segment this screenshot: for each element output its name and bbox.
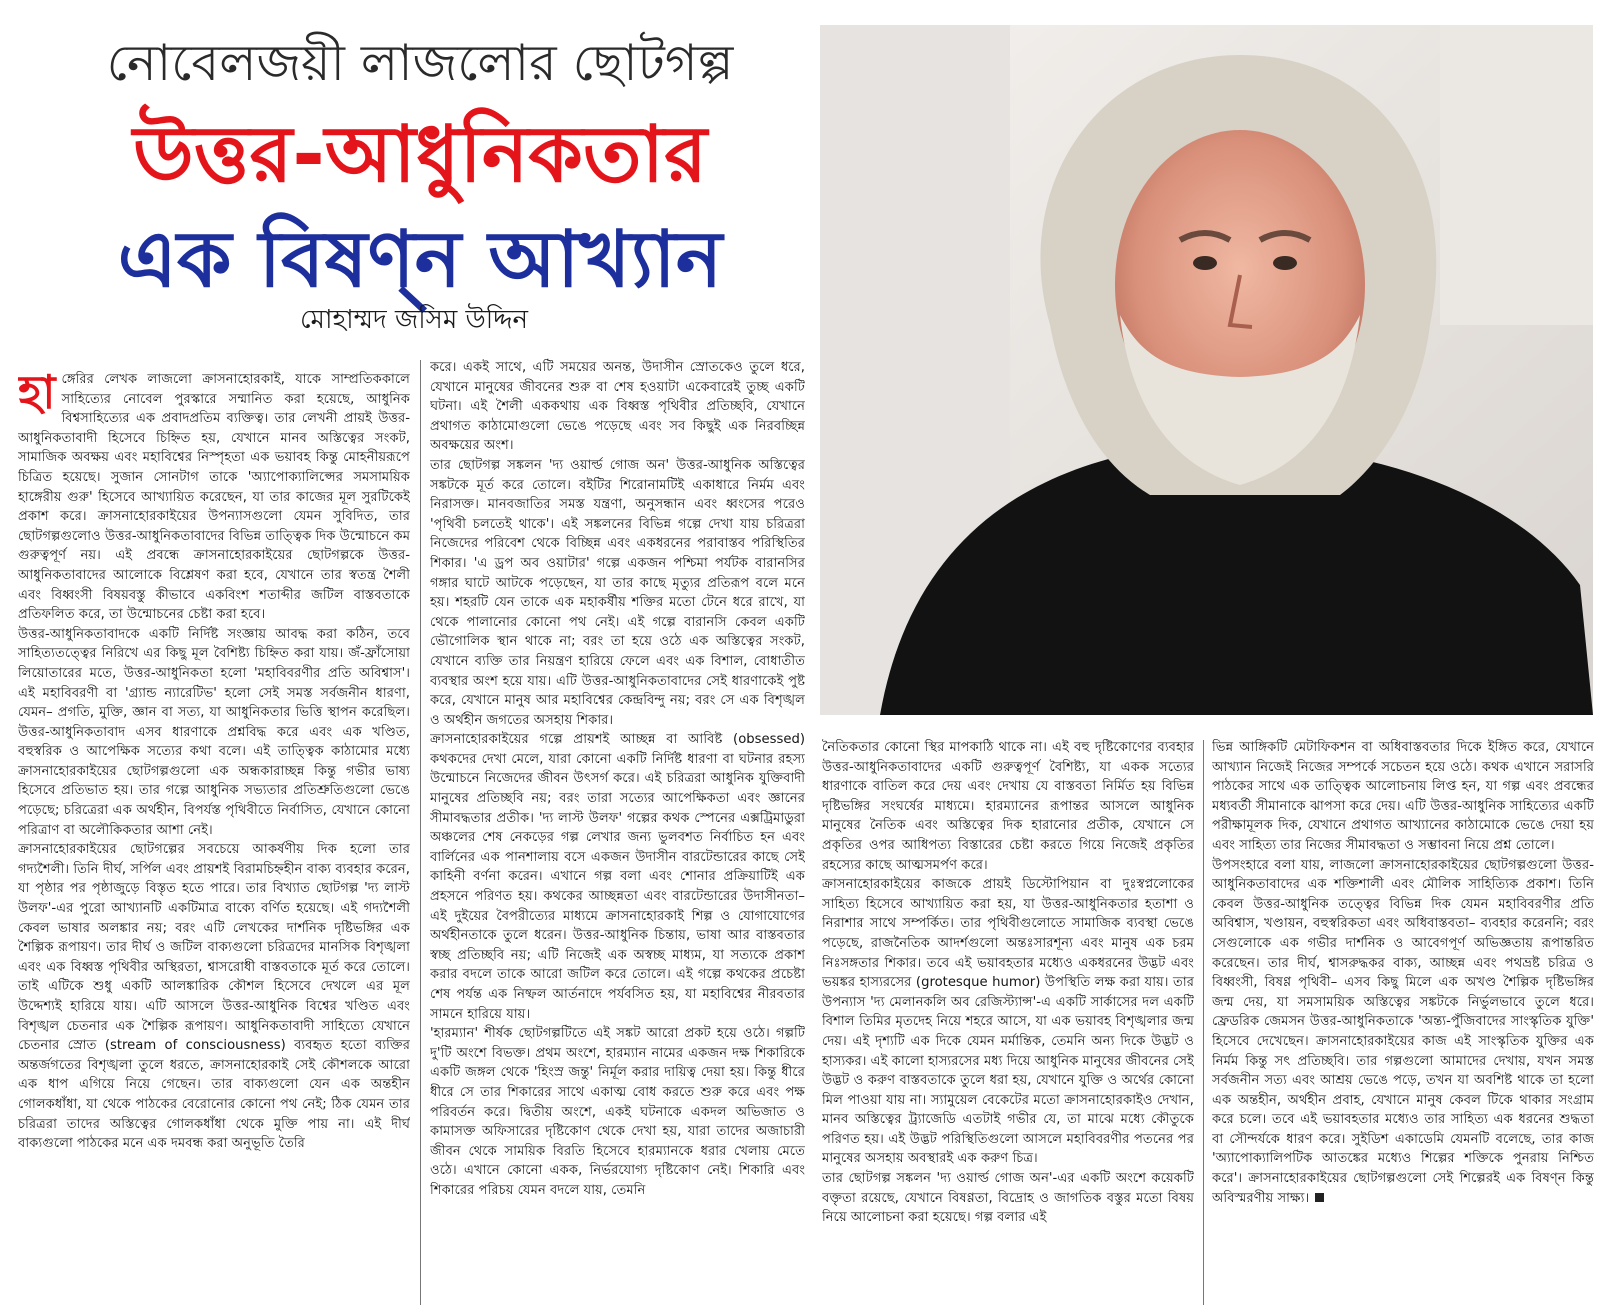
column-4-para-1: ভিন্ন আঙ্গিকটি মেটাফিকশন বা অধিবাস্তবতার দিকে ইঙ্গিত করে, যেখানে আখ্যান নিজেই নিজের সম্পর্কে সচেতন হয়ে ওঠে। কথক এখানে সরাসরি পাঠকের সাথে এক তাত্ত্বিক আলোচনায় লিপ্ত হন, যা গল্প এবং প্রবন্ধের মধ্যবর্তী সীমানাকে ঝাপসা করে দেয়। এটি উত্তর-আধুনিক সাহিত্যের একটি পরীক্ষামূলক দিক, যেখানে প্রথাগত আখ্যানের কাঠামোকে ভেঙে দেয়া হয় এবং সাহিত্য তার নিজের সীমাবদ্ধতা ও সম্ভাবনা নিয়ে প্রশ্ন তোলে। [1212, 740, 1594, 853]
column-3-para-3: তার ছোটগল্প সঙ্কলন 'দ্য ওয়ার্ল্ড গোজ অন'-এর একটি অংশে কয়েকটি বক্তৃতা রয়েছে, যেখানে বিষণ্ণতা, বিদ্রোহ ও জাগতিক বস্তুর মতো বিষয় নিয়ে আলোচনা করা হয়েছে। গল্প বলার এই [822, 1171, 1194, 1226]
column-1-text-1: ঙ্গেরির লেখক লাজলো ক্রাসনাহোরকাই, যাকে সাম্প্রতিককালে সাহিত্যের নোবেল পুরস্কারে সম্মানিত করা হয়েছে, আধুনিক বিশ্বসাহিত্যের এক প্রবাদপ্রতিম ব্যক্তিত্ব। তার লেখনী প্রায়ই উত্তর-আধুনিকতাবাদী হিসেবে চিহ্নিত হয়, যেখানে মানব অস্তিত্বের সংকট, সামাজিক অবক্ষয় এবং মহাবিশ্বের নিস্পৃহতা এক ভয়াবহ কিন্তু মোহনীয়রূপে চিত্রিত হয়েছে। সুজান সোনটাগ তাকে 'অ্যাপোক্যালিপ্সের সমসাময়িক হাঙ্গেরীয় গুরু' হিসেবে আখ্যায়িত করেছেন, যা তার কাজের মূল সুরটিকেই প্রকাশ করে। ক্রাসনাহোরকাইয়ের উপন্যাসগুলো যেমন সুবিদিত, তার ছোটগল্পগুলোও উত্তর-আধুনিকতাবাদের বিভিন্ন তাত্ত্বিক দিক উন্মোচনে কম গুরুত্বপূর্ণ নয়। এই প্রবন্ধে ক্রাসনাহোরকাইয়ের ছোটগল্পকে উত্তর-আধুনিকতাবাদের আলোকে বিশ্লেষণ করা হবে, যেখানে তার স্বতন্ত্র শৈলী এবং বিধ্বংসী বিষয়বস্তু কীভাবে একবিংশ শতাব্দীর জটিল বাস্তবতাকে প্রতিফলিত করে, তা উন্মোচনের চেষ্টা করা হবে। [18, 372, 410, 623]
column-divider-2 [1203, 740, 1204, 1305]
kicker: নোবেলজয়ী লাজলোর ছোটগল্প [106, 34, 734, 92]
column-3-para-2: ক্রাসনাহোরকাইয়ের কাজকে প্রায়ই ডিস্টোপিয়ান বা দুঃস্বপ্নলোকের সাহিত্য হিসেবে আখ্যায়িত করা হয়, যা উত্তর-আধুনিকতার হতাশা ও নিরাশার সাথে সম্পর্কিত। তার পৃথিবীগুলোতে সামাজিক ব্যবস্থা ভেঙে পড়েছে, রাজনৈতিক আদর্শগুলো অন্তঃসারশূন্য এবং মানুষ এক চরম নিঃসঙ্গতার শিকার। তবে এই ভয়াবহতার মধ্যেও একধরনের উদ্ভট এবং ভয়ঙ্কর হাস্যরসের (grotesque humor) উপস্থিতি লক্ষ করা যায়। তার উপন্যাস 'দ্য মেলানকলি অব রেজিস্ট্যান্স'-এ একটি সার্কাসের দল একটি বিশাল তিমির মৃতদেহ নিয়ে শহরে আসে, যা এক ভয়াবহ বিশৃঙ্খলার জন্ম দেয়। এই দৃশ্যটি এক দিকে যেমন মর্মান্তিক, তেমনি অন্য দিকে উদ্ভট ও হাস্যকর। এই কালো হাস্যরসের মধ্য দিয়ে আধুনিক মানুষের জীবনের সেই উদ্ভট ও করুণ বাস্তবতাকে তুলে ধরা হয়, যেখানে যুক্তি ও অর্থের কোনো মিল পাওয়া যায় না। স্যামুয়েল বেকেটের মতো ক্রাসনাহোরকাইও দেখান, মানব অস্তিত্বের ট্র্যাজেডি এতটাই গভীর যে, তা মাঝে মধ্যে কৌতুকে পরিণত হয়। এই উদ্ভট পরিস্থিতিগুলো আসলে মহাবিবরণীর পতনের পর মানুষের অসহায় অবস্থারই এক করুণ চিত্র। [822, 877, 1194, 1167]
column-3-para-1: নৈতিকতার কোনো স্থির মাপকাঠি থাকে না। এই বহু দৃষ্টিকোণের ব্যবহার উত্তর-আধুনিকতাবাদের একটি গুরুত্বপূর্ণ বৈশিষ্ট্য, যা একক সত্যের ধারণাকে বাতিল করে দেয় এবং দেখায় যে বাস্তবতা নির্মিত হয় বিভিন্ন দৃষ্টিভঙ্গির সংঘর্ষের মাধ্যমে। হারম্যানের রূপান্তর আসলে আধুনিক মানুষের নৈতিক এবং অস্তিত্বের দিক হারানোর প্রতীক, যেখানে সে প্রকৃতির ওপর আধিপত্য বিস্তারের চেষ্টা করতে গিয়ে নিজেই প্রকৃতির রহস্যের কাছে আত্মসমর্পণ করে। [822, 740, 1194, 873]
end-mark-icon [1315, 1193, 1324, 1202]
author-portrait [820, 25, 1593, 715]
column-4-para-2 [1212, 856, 1594, 1209]
author-portrait-icon [820, 25, 1593, 715]
column-1 [18, 370, 410, 1308]
column-2-para-3: ক্রাসনাহোরকাইয়ের গল্পে প্রায়শই আচ্ছন্ন বা আবিষ্ট (obsessed) কথকদের দেখা মেলে, যারা কোনো একটি নির্দিষ্ট ধারণা বা ঘটনার রহস্য উন্মোচনে নিজেদের জীবন উৎসর্গ করে। এই চরিত্ররা আধুনিক যুক্তিবাদী মানুষের প্রতিচ্ছবি নয়; বরং তারা সত্যের আপেক্ষিকতা এবং জ্ঞানের সীমাবদ্ধতার প্রতীক। 'দ্য লাস্ট উলফ' গল্পের কথক স্পেনের এক্সট্রিমাডুরা অঞ্চলের শেষ নেকড়ের গল্প লেখার জন্য ভুলবশত নির্বাচিত হন এবং বার্লিনের এক পানশালায় বসে একজন উদাসীন বারটেন্ডারের কাছে সেই কাহিনী বর্ণনা করেন। এখানে গল্প বলা এবং শোনার প্রক্রিয়াটিই এক প্রহসনে পরিণত হয়। কথকের আচ্ছন্নতা এবং বারটেন্ডারের উদাসীনতা– এই দুইয়ের বৈপরীত্যের মাধ্যমে ক্রাসনাহোরকাই শিল্প ও যোগাযোগের অর্থহীনতাকে তুলে ধরেন। উত্তর-আধুনিক চিন্তায়, ভাষা আর বাস্তবতার স্বচ্ছ প্রতিচ্ছবি নয়; এটি নিজেই এক অস্বচ্ছ মাধ্যম, যা সত্যকে প্রকাশ করার বদলে তাকে আরো জটিল করে তোলে। এই গল্পে কথকের প্রচেষ্টা শেষ পর্যন্ত এক নিষ্ফল আর্তনাদে পর্যবসিত হয়, যা মহাবিশ্বের নীরবতার সামনে হারিয়ে যায়। [430, 732, 805, 1022]
headline-line-2: এক বিষণ্ন আখ্যান [117, 215, 723, 305]
column-divider-1 [420, 360, 421, 1305]
column-1-para-3: ক্রাসনাহোরকাইয়ের ছোটগল্পের সবচেয়ে আকর্ষণীয় দিক হলো তার গদ্যশৈলী। তিনি দীর্ঘ, সর্পিল এবং প্রায়শই বিরামচিহ্নহীন বাক্য ব্যবহার করেন, যা পৃষ্ঠার পর পৃষ্ঠাজুড়ে বিস্তৃত হতে পারে। তার বিখ্যাত ছোটগল্প 'দ্য লাস্ট উলফ'-এর পুরো আখ্যানটি একটিমাত্র বাক্যে বর্ণিত হয়েছে। এই গদ্যশৈলী কেবল ভাষার অলঙ্কার নয়; বরং এটি লেখকের দার্শনিক দৃষ্টিভঙ্গির এক শৈল্পিক রূপায়ণ। তার দীর্ঘ ও জটিল বাক্যগুলো চরিত্রদের মানসিক বিশৃঙ্খলা এবং এক বিধ্বস্ত পৃথিবীর অস্থিরতা, শ্বাসরোধী বাস্তবতাকে মূর্ত করে তোলে। তাই এটিকে শুধু একটি আলঙ্কারিক কৌশল হিসেবে দেখলে এর মূল উদ্দেশ্যই হারিয়ে যায়। এটি আসলে উত্তর-আধুনিক বিশ্বের খণ্ডিত এবং বিশৃঙ্খল চেতনার এক শৈল্পিক রূপায়ণ। আধুনিকতাবাদী সাহিত্যে যেখানে চেতনার স্রোত (stream of consciousness) ব্যবহৃত হতো ব্যক্তির অন্তর্জগতের বিশৃঙ্খলা তুলে ধরতে, ক্রাসনাহোরকাই সেই কৌশলকে আরো এক ধাপ এগিয়ে নিয়ে গেছেন। তার বাক্যগুলো যেন এক অন্তহীন গোলকধাঁধা, যা থেকে পাঠকের বেরোনোর কোনো পথ নেই; ঠিক যেমন তার চরিত্ররা তাদের অস্তিত্বের গোলকধাঁধা থেকে মুক্তি পায় না। এই দীর্ঘ বাক্যগুলো পাঠকের মনে এক দমবন্ধ করা অনুভূতি তৈরি [18, 842, 410, 1152]
column-3 [822, 738, 1194, 1308]
headline-line-1: উত্তর-আধুনিকতার [132, 110, 707, 200]
dropcap: হা [18, 370, 56, 419]
column-1-para-1 [18, 370, 410, 625]
column-4-text-2: উপসংহারে বলা যায়, লাজলো ক্রাসনাহোরকাইয়ের ছোটগল্পগুলো উত্তর-আধুনিকতাবাদের এক শক্তিশালী এবং মৌলিক সাহিত্যিক প্রকাশ। তিনি কেবল উত্তর-আধুনিক তত্ত্বের বিভিন্ন দিক যেমন মহাবিবরণীর প্রতি অবিশ্বাস, খণ্ডায়ন, বহুস্বরিকতা এবং অধিবাস্তবতা– ব্যবহার করেননি; বরং সেগুলোকে এক গভীর দার্শনিক ও আবেগপূর্ণ অভিজ্ঞতায় রূপান্তরিত করেছেন। তার দীর্ঘ, শ্বাসরুদ্ধকর বাক্য, আচ্ছন্ন এবং পথভ্রষ্ট চরিত্র ও বিধ্বংসী, বিষণ্ণ পৃথিবী– এসব কিছু মিলে এক অখণ্ড শৈল্পিক দৃষ্টিভঙ্গির জন্ম দেয়, যা সমসাময়িক অস্তিত্বের সঙ্কটকে নির্ভুলভাবে তুলে ধরে। ফ্রেডরিক জেমসন উত্তর-আধুনিকতাকে 'অন্ত্য-পুঁজিবাদের সাংস্কৃতিক যুক্তি' হিসেবে দেখেছেন। ক্রাসনাহোরকাইয়ের কাজ এই সাংস্কৃতিক যুক্তির এক নির্মম কিন্তু সৎ প্রতিচ্ছবি। তার গল্পগুলো আমাদের দেখায়, যখন সমস্ত সর্বজনীন সত্য এবং আশ্রয় ভেঙে পড়ে, তখন যা অবশিষ্ট থাকে তা হলো এক অন্তহীন, অর্থহীন প্রবাহ, যেখানে মানুষ কেবল টিকে থাকার সংগ্রাম করে চলে। তবে এই ভয়াবহতার মধ্যেও তার সাহিত্য এক ধরনের শুদ্ধতা বা সৌন্দর্যকে ধারণ করে। সুইডিশ একাডেমি যেমনটি বলেছে, তার কাজ 'অ্যাপোক্যালিপটিক আতঙ্কের মধ্যেও শিল্পের শক্তিকে পুনরায় নিশ্চিত করে'। ক্রাসনাহোরকাইয়ের ছোটগল্পগুলো সেই শিল্পেরই এক বিষণ্ন কিন্তু অবিস্মরণীয় সাক্ষ্য। [1212, 857, 1594, 1206]
column-2 [430, 358, 805, 1308]
column-2-para-2: তার ছোটগল্প সঙ্কলন 'দ্য ওয়ার্ল্ড গোজ অন' উত্তর-আধুনিক অস্তিত্বের সঙ্কটকে মূর্ত করে তোলে। বইটির শিরোনামটিই একাধারে নির্মম এবং নিরাসক্ত। মানবজাতির সমস্ত যন্ত্রণা, অনুসন্ধান এবং ধ্বংসের পরেও 'পৃথিবী চলতেই থাকে'। এই সঙ্কলনের বিভিন্ন গল্পে দেখা যায় চরিত্ররা নিজেদের পরিবেশ থেকে বিচ্ছিন্ন এবং একধরনের পরাবাস্তব পরিস্থিতির শিকার। 'এ ড্রপ অব ওয়াটার' গল্পে একজন পশ্চিমা পর্যটক বারানসির গঙ্গার ঘাটে আটকে পড়েছেন, যা তার কাছে মৃত্যুর প্রতিরূপ বলে মনে হয়। শহরটি যেন তাকে এক মহাকর্ষীয় শক্তির মতো টেনে ধরে রাখে, যা থেকে পালানোর কোনো পথ নেই। এই গল্পে বারানসি কেবল একটি ভৌগোলিক স্থান থাকে না; বরং তা হয়ে ওঠে এক অস্তিত্বের সংকট, যেখানে ব্যক্তি তার নিয়ন্ত্রণ হারিয়ে ফেলে এবং এক বিশাল, বোধাতীত ব্যবস্থার অংশ হয়ে যায়। এটি উত্তর-আধুনিকতাবাদের সেই ধারণাকেই পুষ্ট করে, যেখানে মানুষ আর মহাবিশ্বের কেন্দ্রবিন্দু নয়; বরং সে এক বিশৃঙ্খল ও অর্থহীন জগতের অসহায় শিকার। [430, 457, 805, 728]
column-4 [1212, 738, 1594, 1308]
column-2-para-4: 'হারম্যান' শীর্ষক ছোটগল্পটিতে এই সঙ্কট আরো প্রকট হয়ে ওঠে। গল্পটি দু'টি অংশে বিভক্ত। প্রথম অংশে, হারম্যান নামের একজন দক্ষ শিকারিকে একটি জঙ্গল থেকে 'হিংস্র জন্তু' নির্মূল করার দায়িত্ব দেয়া হয়। কিন্তু ধীরে ধীরে সে তার শিকারের সাথে একাত্ম বোধ করতে শুরু করে এবং পক্ষ পরিবর্তন করে। দ্বিতীয় অংশে, একই ঘটনাকে একদল অভিজাত ও কামাসক্ত অফিসারের দৃষ্টিকোণ থেকে দেখা হয়, যারা তাদের অজাচারী জীবন থেকে সাময়িক বিরতি হিসেবে হারম্যানকে ধরার খেলায় মেতে ওঠে। এখানে কোনো একক, নির্ভরযোগ্য দৃষ্টিকোণ নেই। শিকারি এবং শিকারের পরিচয় যেমন বদলে যায়, তেমনি [430, 1026, 805, 1198]
column-2-para-1: করে। একই সাথে, এটি সময়ের অনন্ত, উদাসীন স্রোতকেও তুলে ধরে, যেখানে মানুষের জীবনের শুরু বা শেষ হওয়াটা একেবারেই তুচ্ছ একটি ঘটনা। এই শৈলী এককথায় এক বিধ্বস্ত পৃথিবীর প্রতিচ্ছবি, যেখানে প্রথাগত কাঠামোগুলো ভেঙে পড়েছে এবং সব কিছুই এক নিরবচ্ছিন্ন অবক্ষয়ের অংশ। [430, 360, 805, 454]
column-1-para-2: উত্তর-আধুনিকতাবাদকে একটি নির্দিষ্ট সংজ্ঞায় আবদ্ধ করা কঠিন, তবে সাহিত্যতত্ত্বের নিরিখে এর কিছু মূল বৈশিষ্ট্য চিহ্নিত করা যায়। জঁ-ফ্রাঁসোয়া লিয়োতারের মতে, উত্তর-আধুনিকতা হলো 'মহাবিবরণীর প্রতি অবিশ্বাস'। এই মহাবিবরণী বা 'গ্র্যান্ড ন্যারেটিভ' হলো সেই সমস্ত সর্বজনীন ধারণা, যেমন– প্রগতি, মুক্তি, জ্ঞান বা সত্য, যা আধুনিকতার ভিত্তি স্থাপন করেছিল। উত্তর-আধুনিকতাবাদ এসব ধারণাকে প্রশ্নবিদ্ধ করে এবং এক খণ্ডিত, বহুস্বরিক ও আপেক্ষিক সত্যের কথা বলে। এই তাত্ত্বিক কাঠামোর মধ্যে ক্রাসনাহোরকাইয়ের ছোটগল্পগুলো এক অন্ধকারাচ্ছন্ন কিন্তু গভীর ভাষ্য হিসেবে প্রতিভাত হয়। তার গল্পে আধুনিক সভ্যতার প্রতিশ্রুতিগুলো ভেঙে পড়েছে; চরিত্রেরা এক অর্থহীন, বিপর্যস্ত পৃথিবীতে নির্বাসিত, যেখানে কোনো পরিত্রাণ বা অলৌকিকতার আশা নেই। [18, 626, 410, 838]
byline: মোহাম্মদ জসিম উদ্দিন [300, 305, 528, 335]
